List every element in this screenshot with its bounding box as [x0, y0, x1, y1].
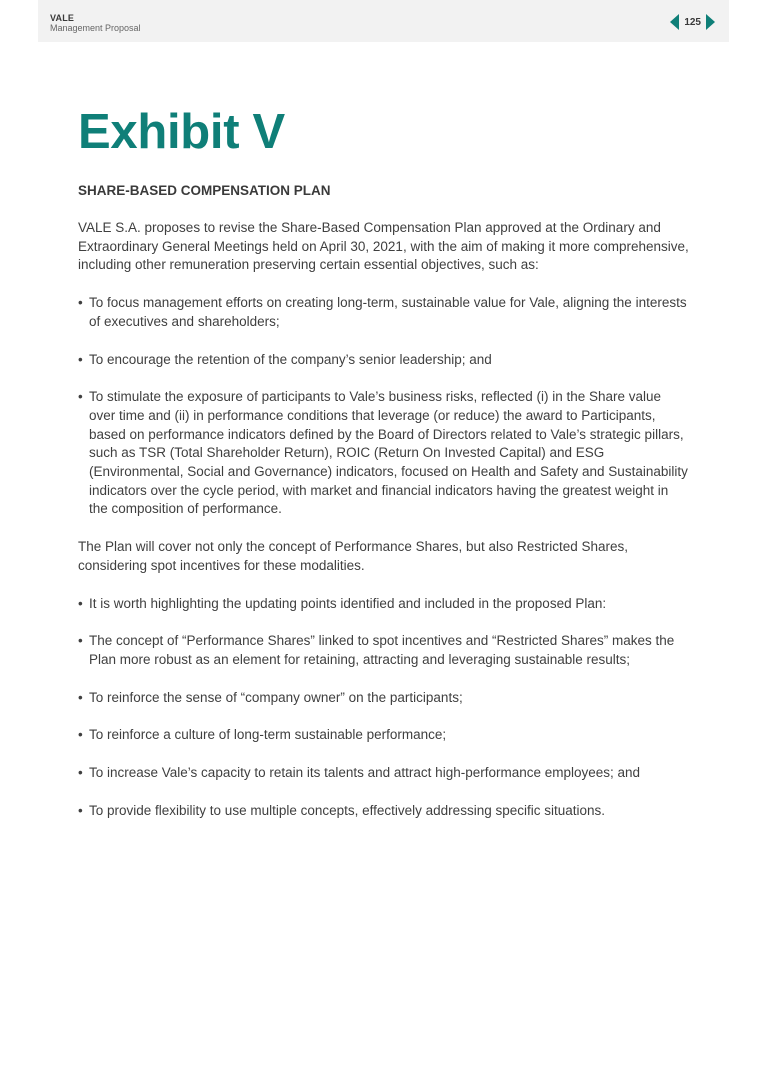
page-number: 125	[684, 16, 701, 28]
brand-name: VALE	[50, 13, 75, 23]
update-item	[78, 726, 690, 745]
exhibit-title: Exhibit V	[78, 105, 285, 159]
bullet-icon: •	[78, 595, 83, 611]
bullet-icon: •	[78, 633, 83, 649]
objective-item	[78, 351, 690, 370]
update-text: To increase Vale’s capacity to retain its talents and attract high-performance employees; and	[89, 765, 641, 781]
next-page-icon[interactable]	[706, 14, 715, 30]
objective-item	[78, 294, 690, 331]
objective-text: To stimulate the exposure of participants to Vale’s business risks, reflected (i) in the Share value over time and (ii) in performance conditions that leverage (or reduce) the award to Participants, based on performance indicators defined by the Board of Directors related to Vale’s strategic pillars, such as TSR (Total Shareholder Return), ROIC (Return On Invested Capital) and ESG (Environmental, Social and Governance) indicators, focused on Health and Safety and Sustainability indicators over the cycle period, with market and financial indicators having the greatest weight in the composition of performance.	[89, 389, 688, 517]
objective-text: To focus management efforts on creating long-term, sustainable value for Vale, aligning the interests of executives and shareholders;	[89, 295, 687, 329]
bullet-icon: •	[78, 351, 83, 367]
previous-page-icon[interactable]	[670, 14, 679, 30]
update-text: To reinforce a culture of long-term sustainable performance;	[89, 727, 447, 743]
update-text: To reinforce the sense of “company owner” on the participants;	[89, 689, 463, 705]
document-body	[78, 100, 690, 820]
section-heading: SHARE-BASED COMPENSATION PLAN	[78, 183, 331, 198]
bullet-icon: •	[78, 389, 83, 405]
update-item	[78, 632, 690, 669]
update-text: To provide flexibility to use multiple concepts, effectively addressing specific situations.	[89, 802, 606, 818]
page-header	[38, 0, 729, 42]
update-text: The concept of “Performance Shares” linked to spot incentives and “Restricted Shares” makes the Plan more robust as an element for retaining, attracting and leveraging sustainable results;	[89, 633, 675, 667]
update-item	[78, 689, 690, 708]
objective-item	[78, 388, 690, 519]
bullet-icon: •	[78, 727, 83, 743]
update-text: It is worth highlighting the updating points identified and included in the proposed Plan:	[89, 595, 607, 611]
bullet-icon: •	[78, 295, 83, 311]
bullet-icon: •	[78, 689, 83, 705]
update-item	[78, 802, 690, 821]
intro-paragraph: VALE S.A. proposes to revise the Share-Based Compensation Plan approved at the Ordinary and Extraordinary General Meetings held on April 30, 2021, with the aim of making it more comprehensive, including other remuneration preserving certain essential objectives, such as:	[78, 220, 689, 273]
document-type: Management Proposal	[50, 23, 141, 33]
update-item	[78, 764, 690, 783]
bullet-icon: •	[78, 765, 83, 781]
plan-paragraph: The Plan will cover not only the concept of Performance Shares, but also Restricted Shares, considering spot incentives for these modalities.	[78, 539, 629, 573]
objective-text: To encourage the retention of the company’s senior leadership; and	[89, 351, 492, 367]
page-navigator	[670, 13, 715, 31]
update-item	[78, 595, 690, 614]
bullet-icon: •	[78, 802, 83, 818]
